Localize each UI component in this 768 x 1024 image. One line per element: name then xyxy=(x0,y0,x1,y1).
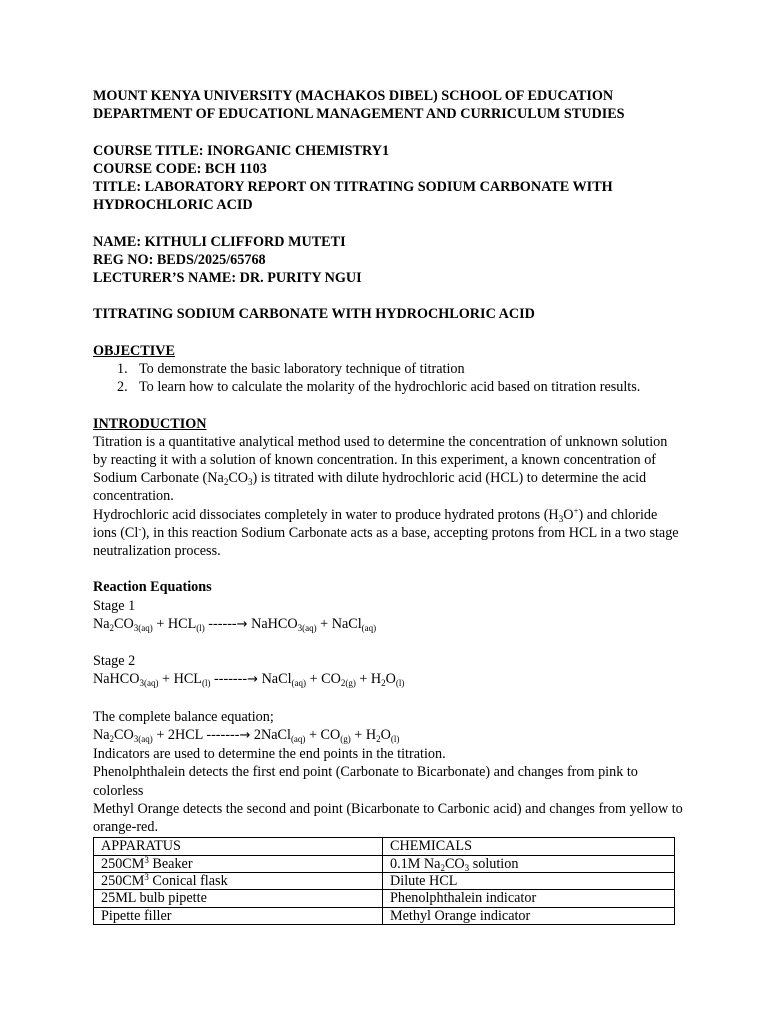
objective-list xyxy=(93,360,683,396)
table-cell: Dilute HCL xyxy=(383,873,675,890)
chemicals-header: CHEMICALS xyxy=(383,838,675,855)
report-title-line1: TITLE: LABORATORY REPORT ON TITRATING SODIUM CARBONATE WITH xyxy=(93,179,613,195)
course-title: COURSE TITLE: INORGANIC CHEMISTRY1 xyxy=(93,142,390,159)
list-item: 2. To learn how to calculate the molarity of the hydrochloric acid based on titration results. xyxy=(117,379,641,396)
table-cell: Phenolphthalein indicator xyxy=(383,890,675,907)
stage2-equation: NaHCO$_{3(aq)}$ + $HCL_{(l)}$ -------→ NaCl$_{(aq)}$ + $CO_{2(g)} + H_2O_{(l)}$ xyxy=(93,671,405,689)
balanced-equation: $Na_2CO_{3(aq)} + 2HCL$ -------→ 2NaCl$_{(aq)}$ + $CO_{(g)} + H_2O_{(l)}$ xyxy=(93,726,400,744)
stage1-equation: $Na_2CO_{3(aq)} + HCL_{(l)}$ ------→ NaHCO$_{3(aq)}$ + NaCl$_{(aq)}$ xyxy=(93,615,377,633)
arrow-icon: → xyxy=(247,672,259,688)
arrow-icon: → xyxy=(236,616,248,632)
objective-heading: OBJECTIVE xyxy=(93,342,175,359)
registration-number: REG NO: BEDS/2025/65768 xyxy=(93,251,266,268)
department-header: DEPARTMENT OF EDUCATIONL MANAGEMENT AND CURRICULUM STUDIES xyxy=(93,106,625,123)
table-cell: Pipette filler xyxy=(94,907,383,924)
indicators-line-1: Indicators are used to determine the end points in the titration. xyxy=(93,746,446,763)
stage2-label: Stage 2 xyxy=(93,653,136,670)
table-cell: 25ML bulb pipette xyxy=(94,890,383,907)
table-cell: Methyl Orange indicator xyxy=(383,907,675,924)
apparatus-chemicals-table xyxy=(93,837,675,925)
introduction-paragraph-1: Titration is a quantitative analytical method used to determine the concentration of unknown solution by reacting it with a solution of known concentration. In this experiment, a known concentration of Sodium Carbonate $(Na_2CO_3)$ is titrated with dilute hydrochloric acid (HCL) to determine the acid concentration. xyxy=(93,433,668,505)
table-cell: 0.1M $Na_2CO_3$ solution xyxy=(383,855,675,872)
document-page xyxy=(93,87,683,925)
lecturer-name: LECTURER’S NAME: DR. PURITY NGUI xyxy=(93,270,362,286)
arrow-icon: → xyxy=(239,727,251,743)
introduction-paragraph-2: Hydrochloric acid dissociates completely in water to produce hydrated protons $(H_3O^+)$ and chloride ions (Cl-), in this reaction Sodium Carbonate acts as a base, accepting protons from HCL in a two stage neutralization process. xyxy=(93,505,679,559)
stage1-label: Stage 1 xyxy=(93,597,136,614)
table-cell: $250CM^3$ Beaker xyxy=(94,855,383,872)
course-code: COURSE CODE: BCH 1103 xyxy=(93,160,267,177)
reaction-equations-heading: Reaction Equations xyxy=(93,579,212,596)
table-row xyxy=(94,855,675,872)
table-row xyxy=(94,873,675,890)
introduction-heading: INTRODUCTION xyxy=(93,415,207,432)
main-title: TITRATING SODIUM CARBONATE WITH HYDROCHLORIC ACID xyxy=(93,306,535,323)
apparatus-header: APPARATUS xyxy=(94,838,383,855)
report-title-line2: HYDROCHLORIC ACID xyxy=(93,197,253,214)
table-row xyxy=(94,890,675,907)
list-item: 1. To demonstrate the basic laboratory technique of titration xyxy=(117,360,465,377)
table-header-row xyxy=(94,838,675,855)
table-cell: $250CM^3$ Conical flask xyxy=(94,873,383,890)
indicators-line-2: Phenolphthalein detects the first end point (Carbonate to Bicarbonate) and changes from pink to colorless xyxy=(93,764,638,799)
indicators-line-3: Methyl Orange detects the second and point (Bicarbonate to Carbonic acid) and changes from yellow to orange-red. xyxy=(93,800,683,835)
balance-label: The complete balance equation; xyxy=(93,708,274,725)
table-row xyxy=(94,907,675,924)
student-name: NAME: KITHULI CLIFFORD MUTETI xyxy=(93,233,346,250)
university-header: MOUNT KENYA UNIVERSITY (MACHAKOS DIBEL) SCHOOL OF EDUCATION xyxy=(93,88,614,104)
